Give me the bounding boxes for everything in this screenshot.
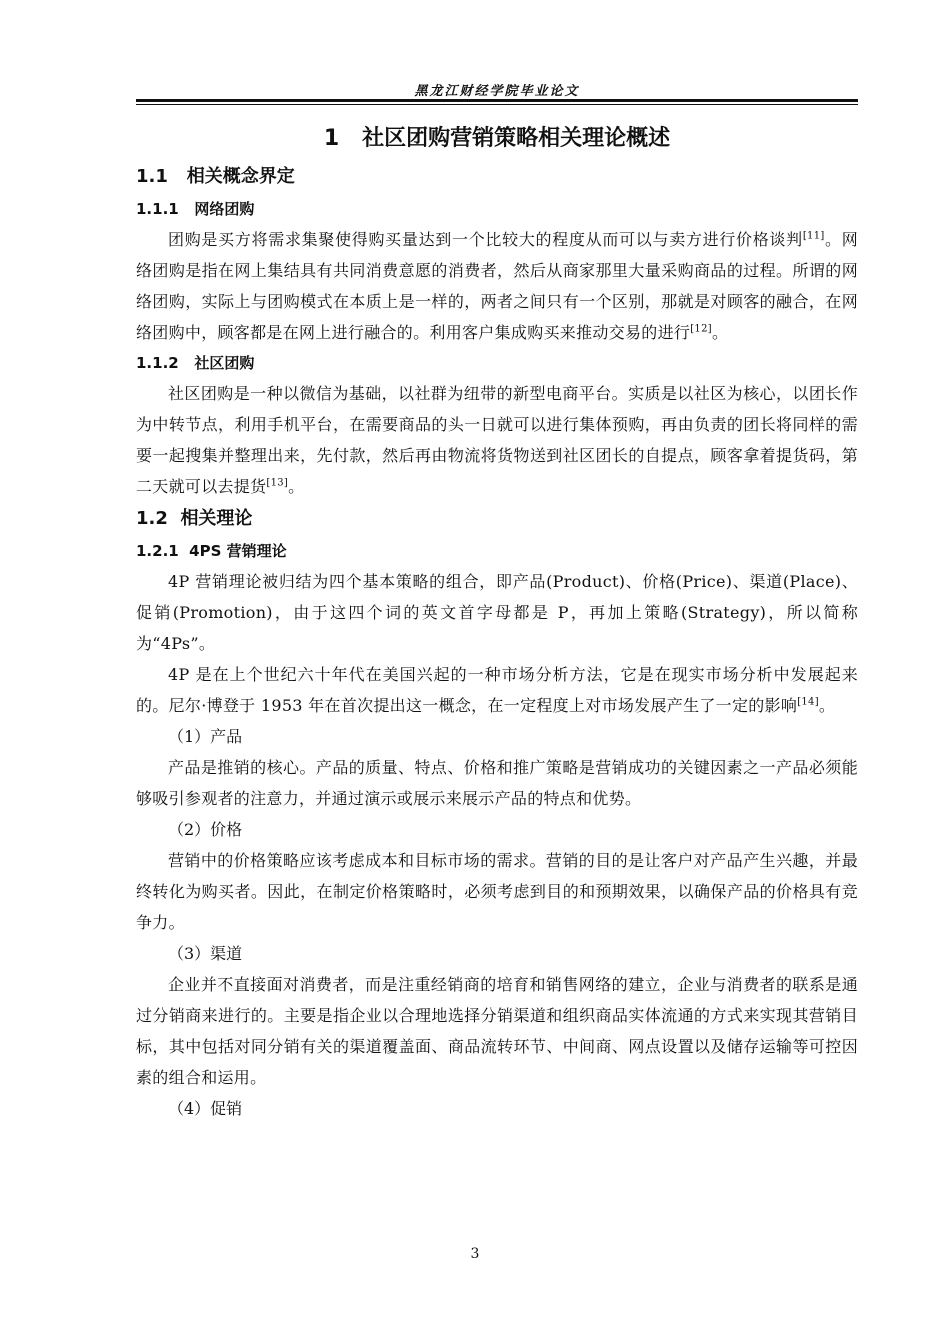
citation: [12] xyxy=(690,323,712,335)
paragraph-community-group-buying xyxy=(136,378,858,502)
text-span: 。 xyxy=(818,696,836,715)
section-title: 相关概念界定 xyxy=(186,166,295,187)
section-number: 1.1 xyxy=(136,166,168,187)
section-title: 相关理论 xyxy=(180,508,253,529)
page-content xyxy=(136,118,858,1124)
section-heading-1-1 xyxy=(136,160,858,194)
paragraph-4ps-history xyxy=(136,659,858,721)
subsection-heading-1-1-1 xyxy=(136,194,858,224)
list-item-price: （2）价格 xyxy=(168,820,243,839)
list-item-place: （3）渠道 xyxy=(168,944,243,963)
citation: [11] xyxy=(802,230,825,242)
citation: [13] xyxy=(266,477,289,489)
subsection-number: 1.1.2 xyxy=(136,354,179,372)
paragraph-online-group-buying xyxy=(136,224,858,348)
section-number: 1.2 xyxy=(136,508,168,529)
text-span: 4P 是在上个世纪六十年代在美国兴起的一种市场分析方法，它是在现实市场分析中发展起来的。尼尔·博登于 1953 年在首次提出这一概念，在一定程度上对市场发展产生了一定的影响 xyxy=(136,665,858,715)
paragraph-price: 营销中的价格策略应该考虑成本和目标市场的需求。营销的目的是让客户对产品产生兴趣，并最终转化为购买者。因此，在制定价格策略时，必须考虑到目的和预期效果，以确保产品的价格具有竞争力。 xyxy=(136,851,858,932)
list-item-promotion: （4）促销 xyxy=(168,1099,243,1118)
subsection-title: 网络团购 xyxy=(194,200,255,218)
subsection-heading-1-1-2 xyxy=(136,348,858,378)
text-span: 。网络团购是指在网上集结具有共同消费意愿的消费者，然后从商家那里大量采购商品的过程。所谓的网络团购，实际上与团购模式在本质上是一样的，两者之间只有一个区别，那就是对顾客的融合，在网络团购中，顾客都是在网上进行融合的。利用客户集成购买来推动交易的进行 xyxy=(136,230,858,342)
citation: [14] xyxy=(797,696,819,708)
text-span: 团购是买方将需求集聚使得购买量达到一个比较大的程度从而可以与卖方进行价格谈判 xyxy=(168,230,803,249)
chapter-heading xyxy=(136,118,858,160)
paragraph-4ps-definition: 4P 营销理论被归结为四个基本策略的组合，即产品(Product)、价格(Price)、渠道(Place)、促销(Promotion)，由于这四个词的英文首字母都是 P，再加上策略(Strategy)，所以简称为“4Ps”。 xyxy=(136,572,858,653)
subsection-title: 社区团购 xyxy=(194,354,255,372)
running-header: 黑龙江财经学院毕业论文 xyxy=(414,84,580,99)
list-item-product: （1）产品 xyxy=(168,727,243,746)
text-span: 。 xyxy=(288,477,305,496)
section-heading-1-2 xyxy=(136,502,858,536)
paragraph-place: 企业并不直接面对消费者，而是注重经销商的培育和销售网络的建立，企业与消费者的联系是通过分销商来进行的。主要是指企业以合理地选择分销渠道和组织商品实体流通的方式来实现其营销目标，其中包括对同分销有关的渠道覆盖面、商品流转环节、中间商、网点设置以及储存运输等可控因素的组合和运用。 xyxy=(136,975,858,1087)
subsection-number: 1.1.1 xyxy=(136,200,179,218)
text-span: 社区团购是一种以微信为基础，以社群为纽带的新型电商平台。实质是以社区为核心，以团长作为中转节点，利用手机平台，在需要商品的头一日就可以进行集体预购，再由负责的团长将同样的需要一起搜集并整理出来，先付款，然后再由物流将货物送到社区团长的自提点，顾客拿着提货码，第二天就可以去提货 xyxy=(136,384,858,496)
chapter-title: 社区团购营销策略相关理论概述 xyxy=(362,126,671,151)
subsection-number: 1.2.1 xyxy=(136,542,179,560)
header-rule-thin xyxy=(136,104,858,105)
chapter-number: 1 xyxy=(323,126,340,151)
page-number: 3 xyxy=(470,1246,480,1262)
paragraph-product: 产品是推销的核心。产品的质量、特点、价格和推广策略是营销成功的关键因素之一产品必须能够吸引参观者的注意力，并通过演示或展示来展示产品的特点和优势。 xyxy=(136,758,858,808)
header-rule-thick xyxy=(136,99,858,102)
subsection-title: 4PS 营销理论 xyxy=(189,542,287,560)
subsection-heading-1-2-1 xyxy=(136,536,858,566)
text-span: 。 xyxy=(711,323,729,342)
